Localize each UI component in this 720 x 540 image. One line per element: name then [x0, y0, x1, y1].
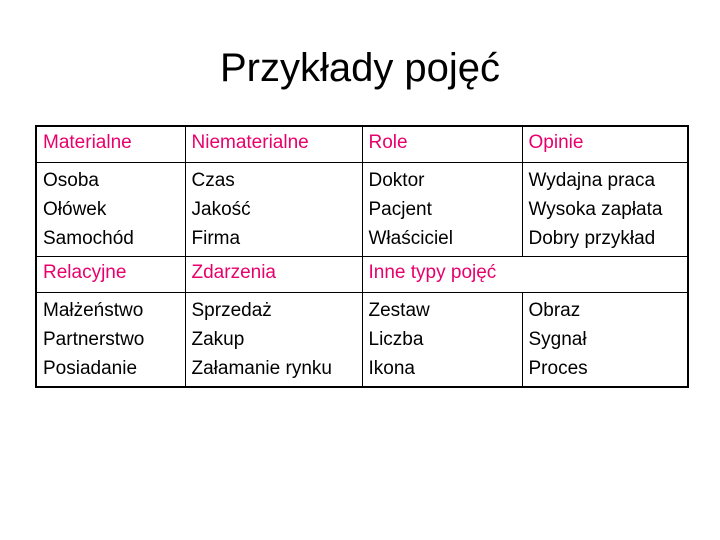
cell-line: Zestaw [368, 300, 430, 321]
table-header-row [36, 126, 688, 163]
header-cell: Relacyjne [36, 257, 185, 293]
cell-line: Doktor [368, 170, 425, 191]
cell-line: Posiadanie [43, 358, 138, 379]
table-cell [362, 163, 522, 257]
table-cell [36, 293, 185, 388]
header-cell: Zdarzenia [185, 257, 362, 293]
cell-line: Zakup [191, 329, 245, 350]
cell-line: Sprzedaż [191, 300, 272, 321]
cell-line: Partnerstwo [43, 329, 145, 350]
cell-line: Sygnał [528, 329, 587, 350]
cell-line: Małżeństwo [43, 300, 144, 321]
page-title: Przykłady pojęć [219, 46, 501, 90]
table-cell [185, 293, 362, 388]
cell-line: Firma [191, 228, 241, 249]
header-cell: Opinie [522, 126, 688, 163]
cell-line: Pacjent [368, 199, 432, 220]
cell-line: Ołówek [43, 199, 107, 220]
table-cell [522, 163, 688, 257]
cell-line: Proces [528, 358, 588, 379]
table-header-row [36, 257, 688, 293]
concepts-table [35, 125, 689, 388]
table-row [36, 163, 688, 257]
cell-line: Osoba [43, 170, 99, 191]
header-cell: Materialne [36, 126, 185, 163]
cell-line: Wysoka zapłata [528, 199, 663, 220]
cell-line: Właściciel [368, 228, 453, 249]
header-cell: Niematerialne [185, 126, 362, 163]
cell-line: Obraz [528, 300, 581, 321]
cell-line: Liczba [368, 329, 424, 350]
cell-line: Ikona [368, 358, 415, 379]
header-cell: Role [362, 126, 522, 163]
table-cell [362, 293, 522, 388]
table-cell [36, 163, 185, 257]
cell-line: Wydajna praca [528, 170, 656, 191]
cell-line: Jakość [191, 199, 251, 220]
table-cell [522, 293, 688, 388]
cell-line: Czas [191, 170, 235, 191]
cell-line: Załamanie rynku [191, 358, 332, 379]
header-cell: Inne typy pojęć [362, 257, 688, 293]
cell-line: Dobry przykład [528, 228, 656, 249]
table-cell [185, 163, 362, 257]
table-row [36, 293, 688, 388]
cell-line: Samochód [43, 228, 134, 249]
